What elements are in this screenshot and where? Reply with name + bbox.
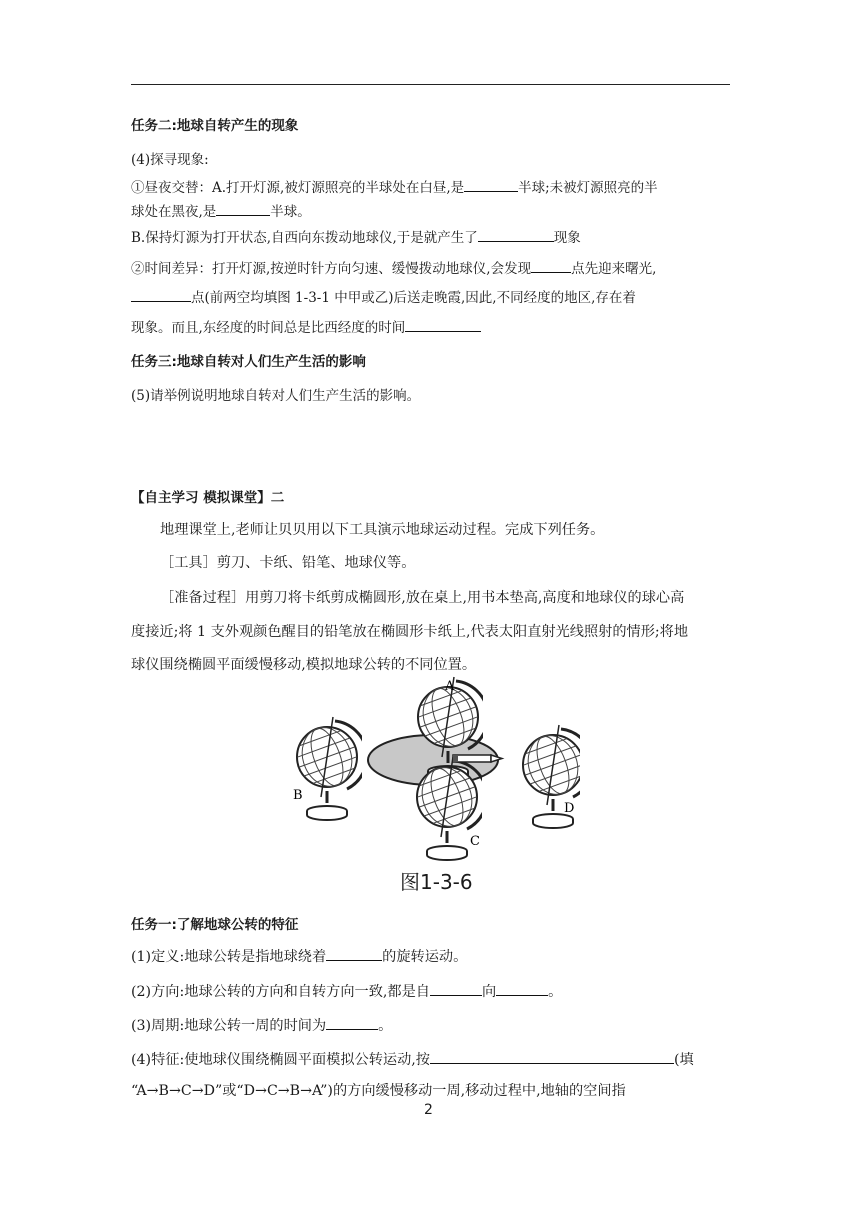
- text: (填: [673, 1052, 694, 1068]
- q4-title: (4)探寻现象:: [131, 152, 209, 168]
- text: 。: [548, 984, 563, 1000]
- task2-line-3: [131, 226, 581, 246]
- task2-line-5: [131, 286, 636, 306]
- text: 现象。而且,东经度的时间总是比西经度的时间: [131, 320, 406, 336]
- task1-item-4-cont: “A→B→C→D”或“D→C→B→A”)的方向缓慢移动一周,移动过程中,地轴的空间指: [131, 1083, 626, 1099]
- answer-blank[interactable]: [326, 948, 382, 961]
- task1-item-1: [131, 946, 467, 966]
- text: (4)特征:使地球仪围绕椭圆平面模拟公转运动,按: [131, 1052, 430, 1068]
- header-rule: [131, 84, 730, 85]
- section2-heading: 【自主学习 模拟课堂】二: [131, 490, 285, 506]
- text: 点先迎来曙光,: [571, 261, 657, 277]
- section2-prep-1: ［准备过程］用剪刀将卡纸剪成椭圆形,放在桌上,用书本垫高,高度和地球仪的球心高: [160, 590, 685, 606]
- section2-intro: 地理课堂上,老师让贝贝用以下工具演示地球运动过程。完成下列任务。: [160, 522, 605, 538]
- task2-line-6: [131, 316, 481, 336]
- text: (3)周期:地球公转一周的时间为: [131, 1018, 327, 1034]
- label-c: C: [470, 834, 480, 849]
- text: 的旋转运动。: [382, 949, 468, 965]
- task2-line-2: [131, 200, 311, 220]
- answer-blank[interactable]: [131, 289, 191, 302]
- answer-blank[interactable]: [326, 1017, 378, 1030]
- text: (2)方向:地球公转的方向和自转方向一致,都是自: [131, 984, 430, 1000]
- task2-line-1: [131, 176, 658, 196]
- answer-blank[interactable]: [478, 229, 554, 242]
- task1-item-2: [131, 981, 562, 1001]
- globe-orbit-figure: [290, 675, 580, 865]
- answer-blank[interactable]: [464, 179, 518, 192]
- pencil-icon: [453, 755, 502, 762]
- task1-item-3: [131, 1015, 392, 1035]
- section2-prep-3: 球仪围绕椭圆平面缓慢移动,模拟地球公转的不同位置。: [131, 657, 477, 673]
- page-number: 2: [424, 1102, 433, 1118]
- text: 点(前两空均填图 1-3-1 中甲或乙)后送走晚霞,因此,不同经度的地区,存在着: [191, 290, 636, 306]
- text: B.保持灯源为打开状态,自西向东拨动地球仪,于是就产生了: [131, 230, 478, 246]
- globe-b-icon: [294, 717, 367, 820]
- text: (1)定义:地球公转是指地球绕着: [131, 949, 327, 965]
- figure-caption: 图1-3-6: [400, 870, 473, 894]
- answer-blank[interactable]: [430, 1051, 674, 1064]
- task3-heading: 任务三:地球自转对人们生产生活的影响: [131, 354, 366, 370]
- text: 半球;未被灯源照亮的半: [518, 180, 658, 196]
- answer-blank[interactable]: [531, 260, 571, 273]
- label-d: D: [564, 801, 575, 816]
- answer-blank[interactable]: [405, 319, 481, 332]
- task1-heading: 任务一:了解地球公转的特征: [131, 917, 299, 933]
- task1-item-4: [131, 1049, 694, 1069]
- text: 。: [378, 1018, 393, 1034]
- q5-question: (5)请举例说明地球自转对人们生产生活的影响。: [131, 388, 421, 404]
- text: ①昼夜交替：A.打开灯源,被灯源照亮的半球处在白昼,是: [131, 180, 465, 196]
- answer-blank[interactable]: [496, 983, 548, 996]
- text: 半球。: [270, 204, 311, 220]
- task2-heading: 任务二:地球自转产生的现象: [131, 118, 299, 134]
- text: ②时间差异：打开灯源,按逆时针方向匀速、缓慢拨动地球仪,会发现: [131, 261, 532, 277]
- answer-blank[interactable]: [430, 983, 482, 996]
- answer-blank[interactable]: [216, 203, 270, 216]
- section2-tools: ［工具］剪刀、卡纸、铅笔、地球仪等。: [160, 555, 416, 571]
- label-b: B: [293, 788, 303, 803]
- task2-line-4: [131, 257, 656, 277]
- text: 现象: [553, 230, 581, 246]
- text: 向: [481, 984, 497, 1000]
- text: 球处在黑夜,是: [131, 204, 217, 220]
- label-a: A: [445, 679, 455, 694]
- section2-prep-2: 度接近;将 1 支外观颜色醒目的铅笔放在椭圆形卡纸上,代表太阳直射光线照射的情形;将地: [131, 624, 689, 640]
